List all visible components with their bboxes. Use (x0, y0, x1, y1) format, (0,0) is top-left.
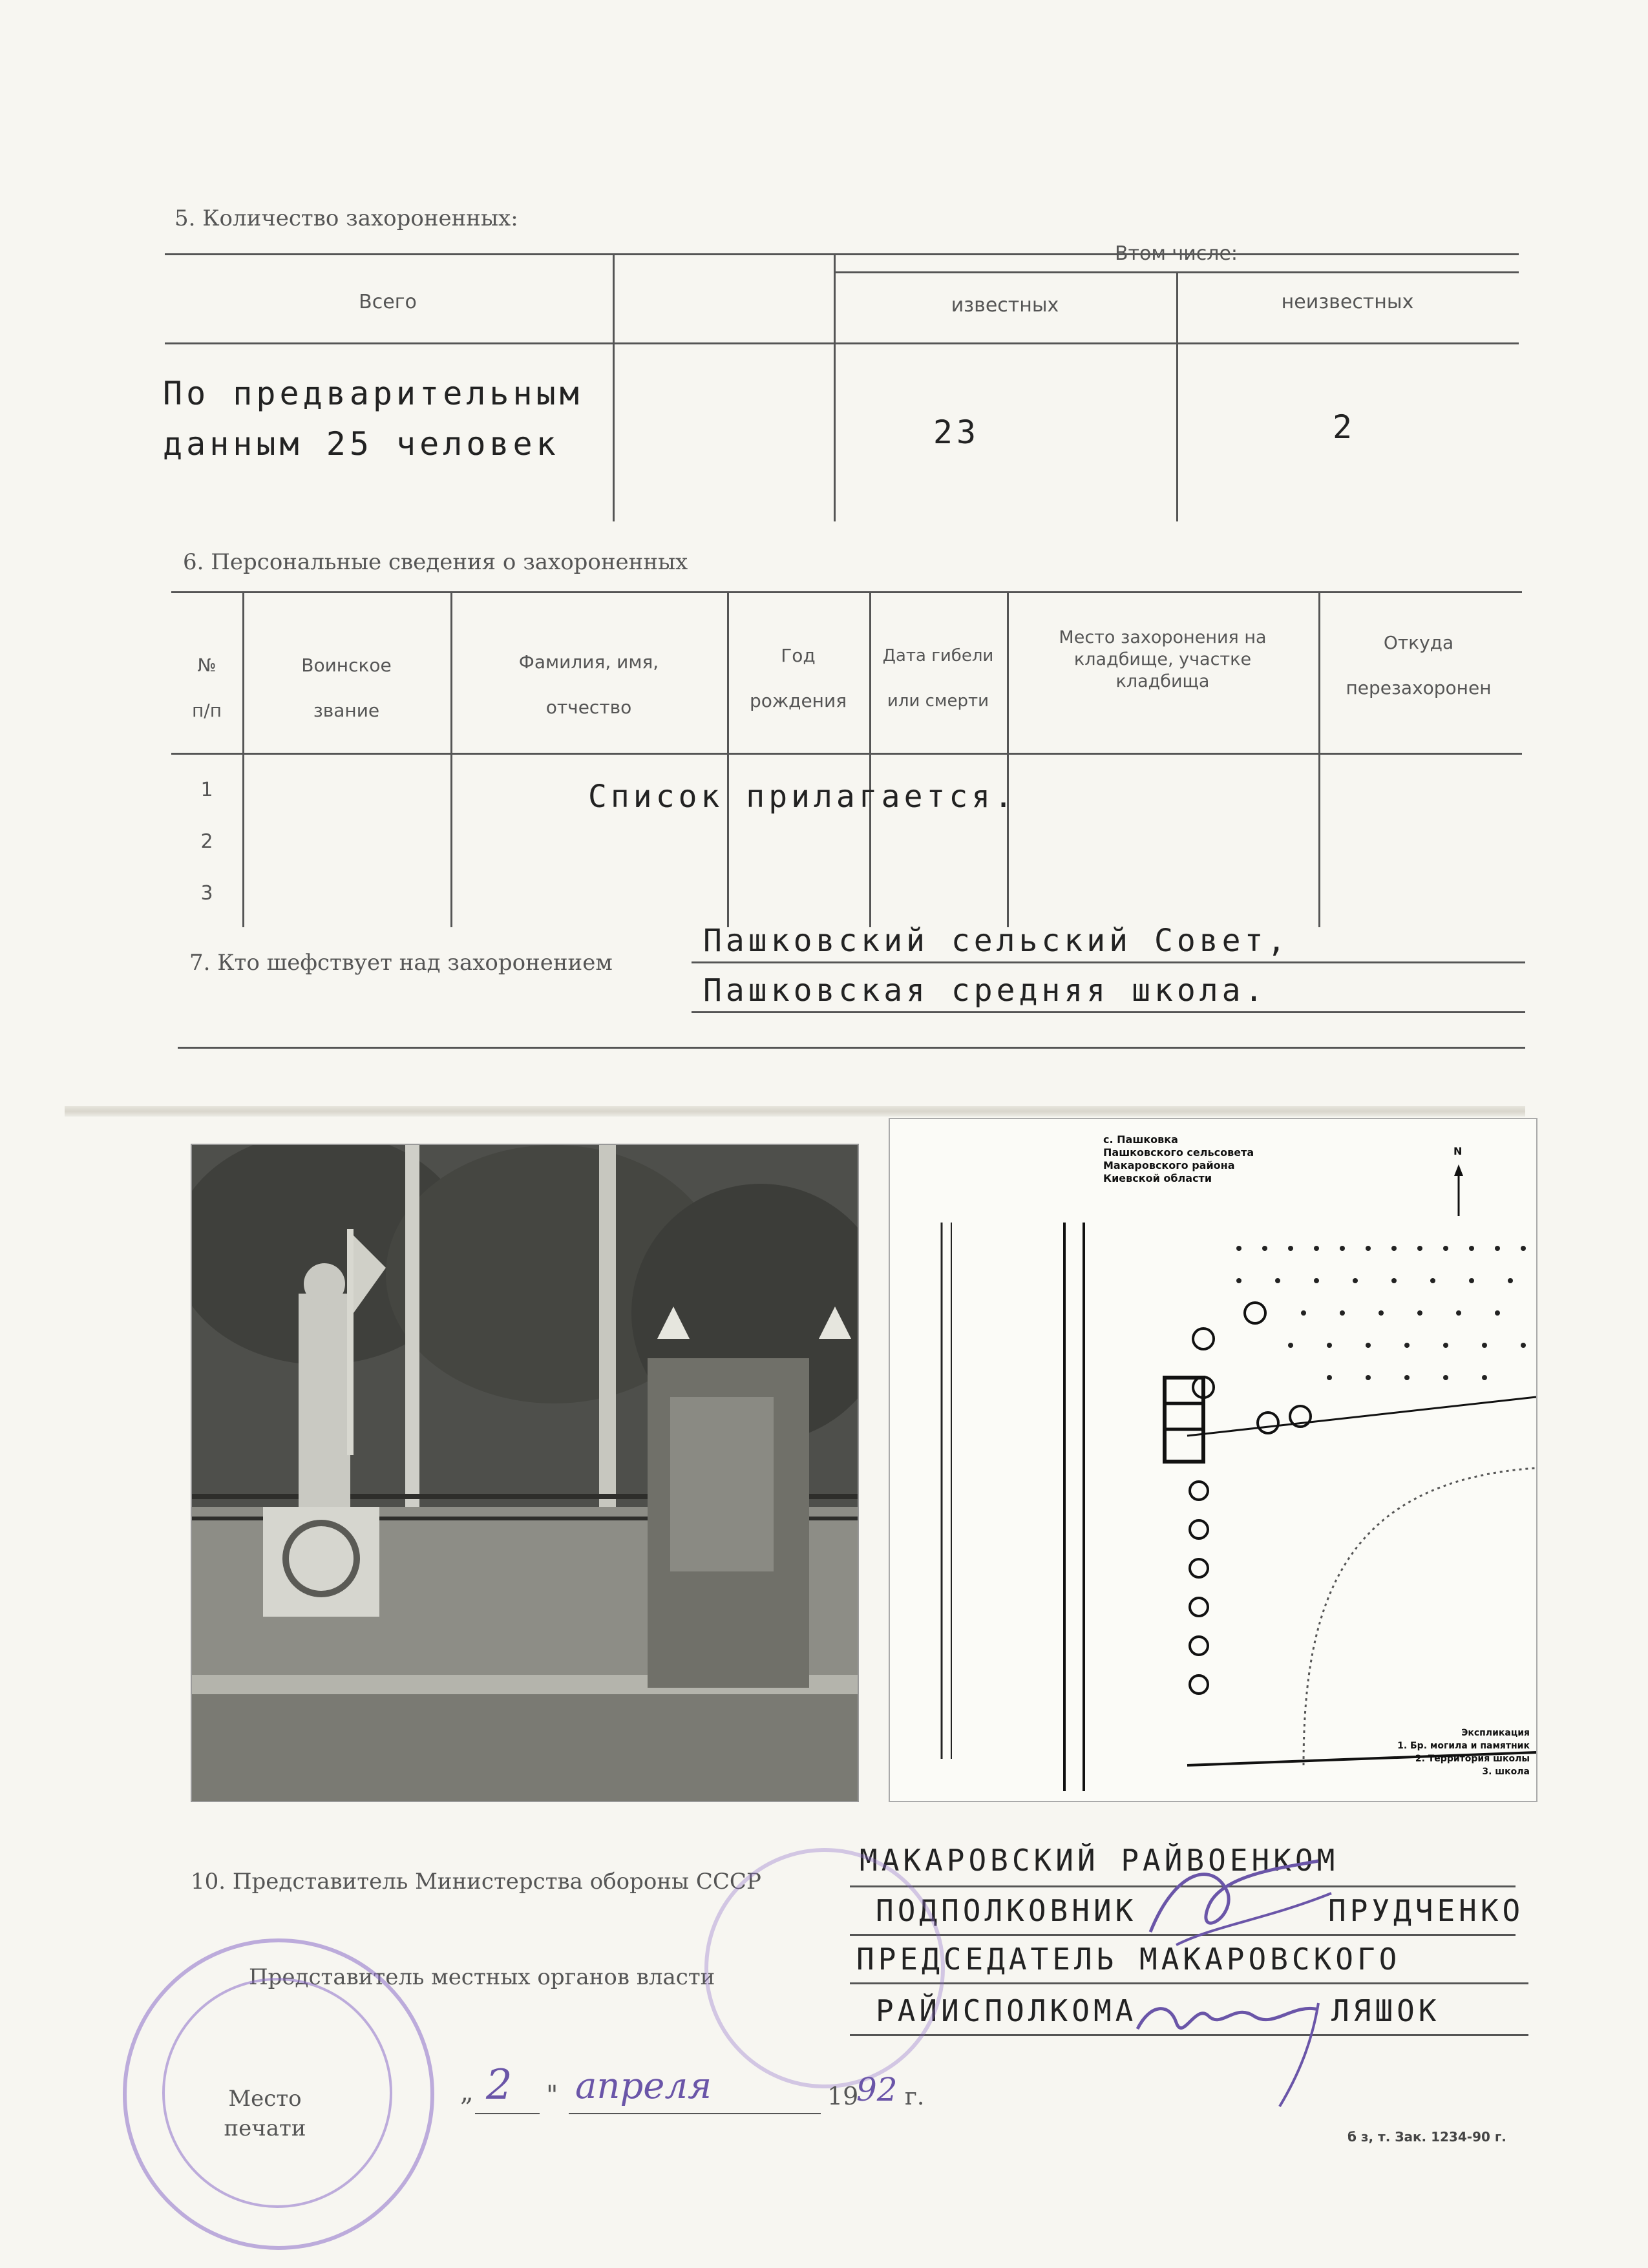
list-attached-note: Список прилагается. (588, 779, 1017, 815)
mod-rep-line1: МАКАРОВСКИЙ РАЙВОЕНКОМ (860, 1843, 1339, 1878)
row-number-3: 3 (200, 882, 213, 905)
date-open-quote: „ (460, 2077, 474, 2107)
col-unknown-header: неизвестных (1281, 291, 1414, 313)
section7-rule-1 (692, 961, 1525, 963)
stamp-place-line1: Место (228, 2086, 302, 2112)
map-legend-item-2: 2. Территория школы (1415, 1754, 1530, 1764)
header-name-line2: отчество (545, 697, 632, 718)
header-burial-place-line3: кладбища (1115, 671, 1210, 691)
official-stamp-right (704, 1848, 945, 2088)
known-value: 23 (933, 414, 980, 451)
print-info: б з, т. Зак. 1234-90 г. (1347, 2129, 1506, 2145)
local-rep-line1: ПРЕДСЕДАТЕЛЬ МАКАРОВСКОГО (856, 1942, 1401, 1977)
date-close-quote: " (546, 2081, 558, 2110)
local-rep-line2a: РАЙИСПОЛКОМА (876, 1993, 1137, 2028)
header-birth-year-line1: Год (781, 645, 816, 666)
memorial-photo (191, 1144, 859, 1802)
table5-divider-1 (613, 253, 615, 521)
map-legend-item-3: 3. школа (1482, 1767, 1530, 1777)
map-legend (1329, 1727, 1530, 1778)
header-reburied-from-line1: Откуда (1383, 632, 1454, 653)
header-birth-year-line2: рождения (749, 690, 847, 711)
local-rep-line2b: ЛЯШОК (1331, 1993, 1441, 2028)
table5-header-rule (165, 342, 1519, 344)
mod-rep-line2a: ПОДПОЛКОВНИК (876, 1893, 1137, 1928)
map-legend-title: Экспликация (1461, 1728, 1530, 1738)
date-year-g: г. (905, 2084, 925, 2110)
table6-divider-1 (242, 591, 244, 927)
section6-title: 6. Персональные сведения о захороненных (183, 549, 688, 575)
row-number-1: 1 (200, 779, 213, 801)
date-month-rule (569, 2113, 821, 2114)
header-reburied-from (1318, 620, 1519, 711)
header-burial-place-line1: Место захоронения на (1059, 627, 1267, 647)
burial-site-map (889, 1118, 1537, 1802)
patron-line2: Пашковская средняя школа. (703, 972, 1267, 1009)
header-death-date (869, 633, 1007, 724)
signature-prudchenko (1137, 1854, 1344, 1958)
header-birth-year (727, 633, 869, 724)
date-year-prefix: 19 (827, 2082, 859, 2110)
stamp-place-line2: печати (224, 2116, 306, 2141)
header-name (450, 640, 727, 730)
date-day: 2 (486, 2061, 512, 2109)
date-year-suffix: 92 (856, 2071, 898, 2108)
burial-site-map-drawing (890, 1119, 1536, 1801)
local-authority-label: Представитель местных органов власти (249, 1964, 715, 1990)
map-legend-item-1: 1. Бр. могила и памятник (1397, 1741, 1530, 1751)
map-title-line1: с. Пашковка (1103, 1133, 1178, 1146)
row-number-2: 2 (200, 830, 213, 853)
section10-label: 10. Представитель Министерства обороны СССР (191, 1869, 761, 1895)
map-title (1103, 1133, 1297, 1185)
col-known-header: известных (951, 294, 1059, 317)
header-rank-line1: Воинское (301, 655, 392, 676)
section5-title: 5. Количество захороненных: (174, 205, 518, 231)
map-title-line2: Пашковского сельсовета (1103, 1146, 1254, 1159)
header-death-date-line1: Дата гибели (882, 646, 994, 666)
col-total-header: Всего (359, 291, 417, 313)
total-value-line2: данным 25 человек (163, 425, 560, 463)
header-number (171, 643, 242, 733)
map-title-line4: Киевской области (1103, 1172, 1212, 1184)
header-number-line2: п/п (191, 700, 222, 721)
north-arrow-label: N (1453, 1145, 1463, 1157)
header-name-line1: Фамилия, имя, (518, 651, 659, 673)
total-value-line1: По предварительным (163, 375, 583, 412)
header-reburied-from-line2: перезахоронен (1346, 677, 1492, 698)
date-month: апреля (575, 2065, 712, 2107)
stamp-place-label (207, 2084, 323, 2143)
mod-rep-line2b: ПРУДЧЕНКО (1328, 1893, 1525, 1928)
header-number-line1: № (197, 655, 217, 676)
section7-label: 7. Кто шефствует над захоронением (189, 950, 613, 976)
map-title-line3: Макаровского района (1103, 1159, 1235, 1171)
unknown-value: 2 (1332, 408, 1357, 446)
page-fold (65, 1106, 1525, 1117)
header-rank-line2: звание (313, 700, 380, 721)
memorial-photo-icon (192, 1145, 858, 1801)
section7-rule-2 (692, 1011, 1525, 1013)
header-death-date-line2: или смерти (887, 691, 989, 711)
header-burial-place (1007, 627, 1318, 693)
header-rank (242, 643, 450, 733)
col-inclusive-header: Втом числе: (1114, 242, 1238, 265)
date-day-rule (475, 2113, 540, 2114)
patron-line1: Пашковский сельский Совет, (703, 923, 1290, 959)
section7-rule-3 (178, 1047, 1525, 1049)
header-burial-place-line2: кладбище, участке (1073, 649, 1252, 669)
signature-lyashok (1125, 1964, 1357, 2113)
